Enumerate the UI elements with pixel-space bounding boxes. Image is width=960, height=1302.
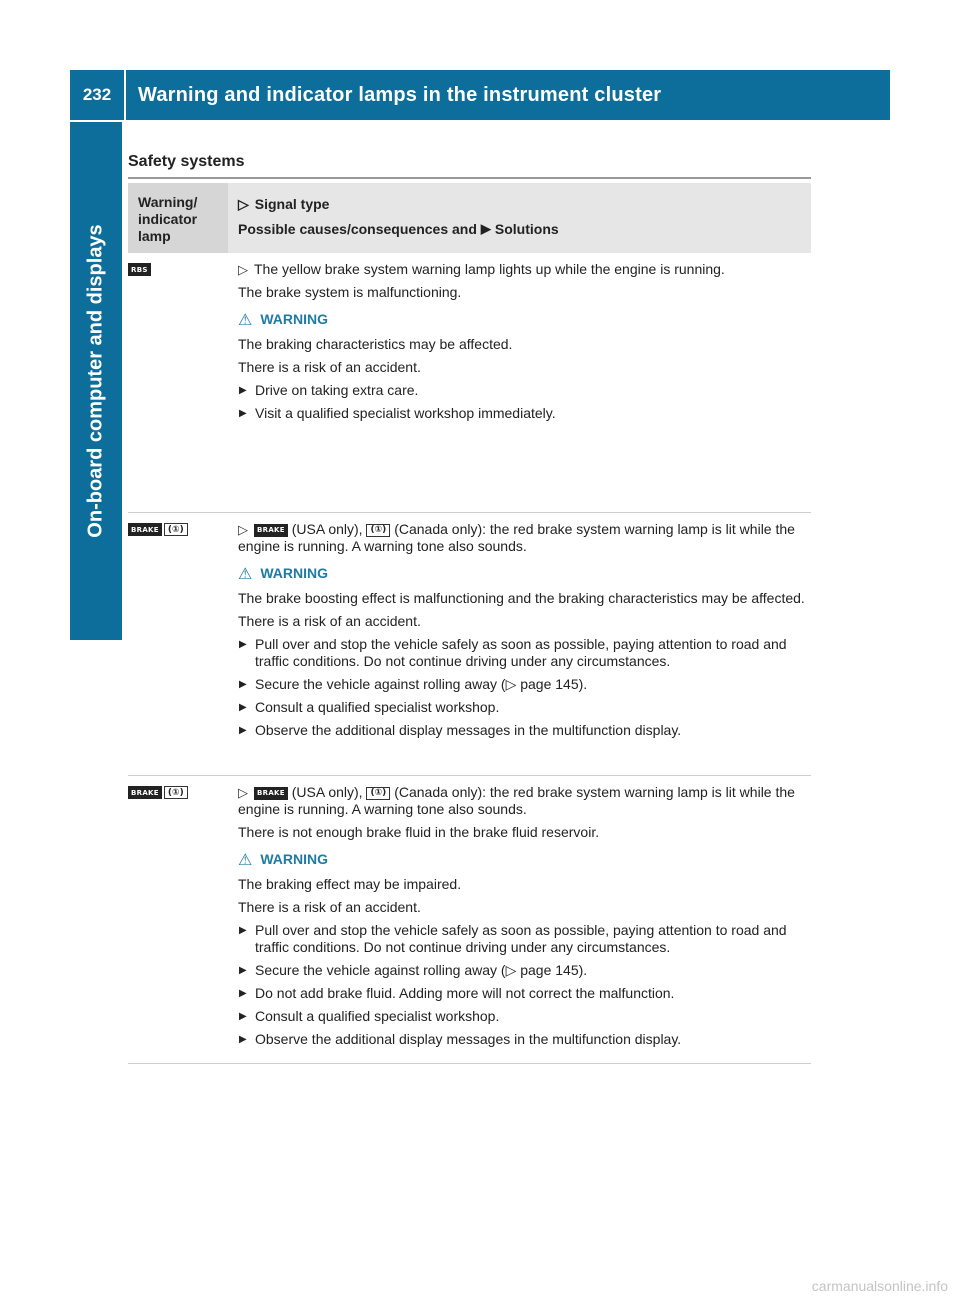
column-header-causes: Possible causes/consequences and <box>238 221 477 237</box>
solution-step: ▶ Visit a qualified specialist workshop immediately. <box>238 405 811 422</box>
solution-step: ▶ Observe the additional display messages in the multifunction display. <box>238 1031 811 1048</box>
warning-label: WARNING <box>260 564 329 581</box>
watermark[interactable]: carmanualsonline.info <box>811 1278 948 1294</box>
warning-label: WARNING <box>260 850 329 867</box>
description-cell <box>228 513 811 775</box>
brake-lamp-icon: BRAKE <box>128 786 162 799</box>
signal-usa-text: (USA only), <box>291 784 363 800</box>
warning-label: WARNING <box>260 310 329 327</box>
cause-text: The brake system is malfunctioning. <box>238 284 462 300</box>
solution-step: ▶ Observe the additional display messages in the multifunction display. <box>238 722 811 739</box>
lamp-cell <box>128 776 228 1063</box>
column-header-description <box>228 183 811 253</box>
page-header <box>70 70 890 120</box>
solution-step: ▶ Drive on taking extra care. <box>238 382 811 399</box>
warning-triangle-icon: ⚠ <box>238 309 253 329</box>
brake-lamp-icon: BRAKE <box>128 523 162 536</box>
column-header-signal: Signal type <box>254 196 330 212</box>
brake-lamp-icon: BRAKE <box>254 787 288 800</box>
warning-text: The braking effect may be impaired. <box>238 876 462 892</box>
signal-usa-text: (USA only), <box>291 521 363 537</box>
section-divider <box>128 177 811 179</box>
solution-step: ▶ Secure the vehicle against rolling away (▷ page 145). <box>238 962 811 979</box>
lamp-cell <box>128 513 228 775</box>
warning-text: The brake boosting effect is malfunctioning and the braking characteristics may be affected. <box>238 590 805 606</box>
brake-circle-lamp-icon: (①) <box>164 786 188 799</box>
description-cell <box>228 776 811 1063</box>
warning-heading <box>238 308 811 330</box>
warning-text: There is a risk of an accident. <box>238 899 421 915</box>
table-row <box>128 253 811 513</box>
solution-step: ▶ Secure the vehicle against rolling away (▷ page 145). <box>238 676 811 693</box>
brake-lamp-icon: BRAKE <box>254 524 288 537</box>
solution-step: ▶ Consult a qualified specialist workshop. <box>238 1008 811 1025</box>
signal-type-icon: ▷ <box>238 785 248 800</box>
warning-triangle-icon: ⚠ <box>238 563 253 583</box>
signal-text: (Canada only): the red brake system warning lamp is lit while the engine is running. A warning tone also sounds. <box>238 521 795 554</box>
signal-type-icon: ▷ <box>238 195 249 212</box>
signal-type-icon: ▷ <box>238 262 248 277</box>
solution-step: ▶ Do not add brake fluid. Adding more will not correct the malfunction. <box>238 985 811 1002</box>
warning-heading <box>238 562 811 584</box>
warning-text: There is a risk of an accident. <box>238 359 421 375</box>
column-header-solutions: Solutions <box>494 221 559 237</box>
page-number: 232 <box>70 70 126 120</box>
lamp-cell <box>128 253 228 512</box>
signal-text: (Canada only): the red brake system warning lamp is lit while the engine is running. A warning tone also sounds. <box>238 784 795 817</box>
rbs-lamp-icon: RBS <box>128 263 151 276</box>
column-header-lamp <box>128 183 228 253</box>
table-row <box>128 776 811 1064</box>
table-header <box>128 183 811 253</box>
side-tab-label: On-board computer and displays <box>84 224 107 538</box>
section-title: Safety systems <box>128 153 245 170</box>
warning-triangle-icon: ⚠ <box>238 849 253 869</box>
solution-step: ▶ Pull over and stop the vehicle safely as soon as possible, paying attention to road and traffic conditions. Do not continue driving under any circumstances. <box>238 922 811 956</box>
brake-circle-lamp-icon: (①) <box>366 787 390 800</box>
solutions-icon: ▶ <box>480 221 491 236</box>
cause-text: There is not enough brake fluid in the brake fluid reservoir. <box>238 824 600 840</box>
solution-step: ▶ Pull over and stop the vehicle safely as soon as possible, paying attention to road and traffic conditions. Do not continue driving under any circumstances. <box>238 636 811 670</box>
warning-text: The braking characteristics may be affected. <box>238 336 513 352</box>
column-header-lamp-label: Warning/ indicator lamp <box>138 194 198 244</box>
warning-heading <box>238 848 811 870</box>
warning-lamp-table <box>128 183 811 1064</box>
chapter-side-tab <box>70 122 122 640</box>
brake-circle-lamp-icon: (①) <box>366 524 390 537</box>
description-cell <box>228 253 811 512</box>
table-row <box>128 513 811 776</box>
chapter-title: Warning and indicator lamps in the instrument cluster <box>138 83 662 106</box>
solution-step: ▶ Consult a qualified specialist workshop. <box>238 699 811 716</box>
brake-circle-lamp-icon: (①) <box>164 523 188 536</box>
signal-text: The yellow brake system warning lamp lights up while the engine is running. <box>254 261 725 277</box>
warning-text: There is a risk of an accident. <box>238 613 421 629</box>
signal-type-icon: ▷ <box>238 522 248 537</box>
